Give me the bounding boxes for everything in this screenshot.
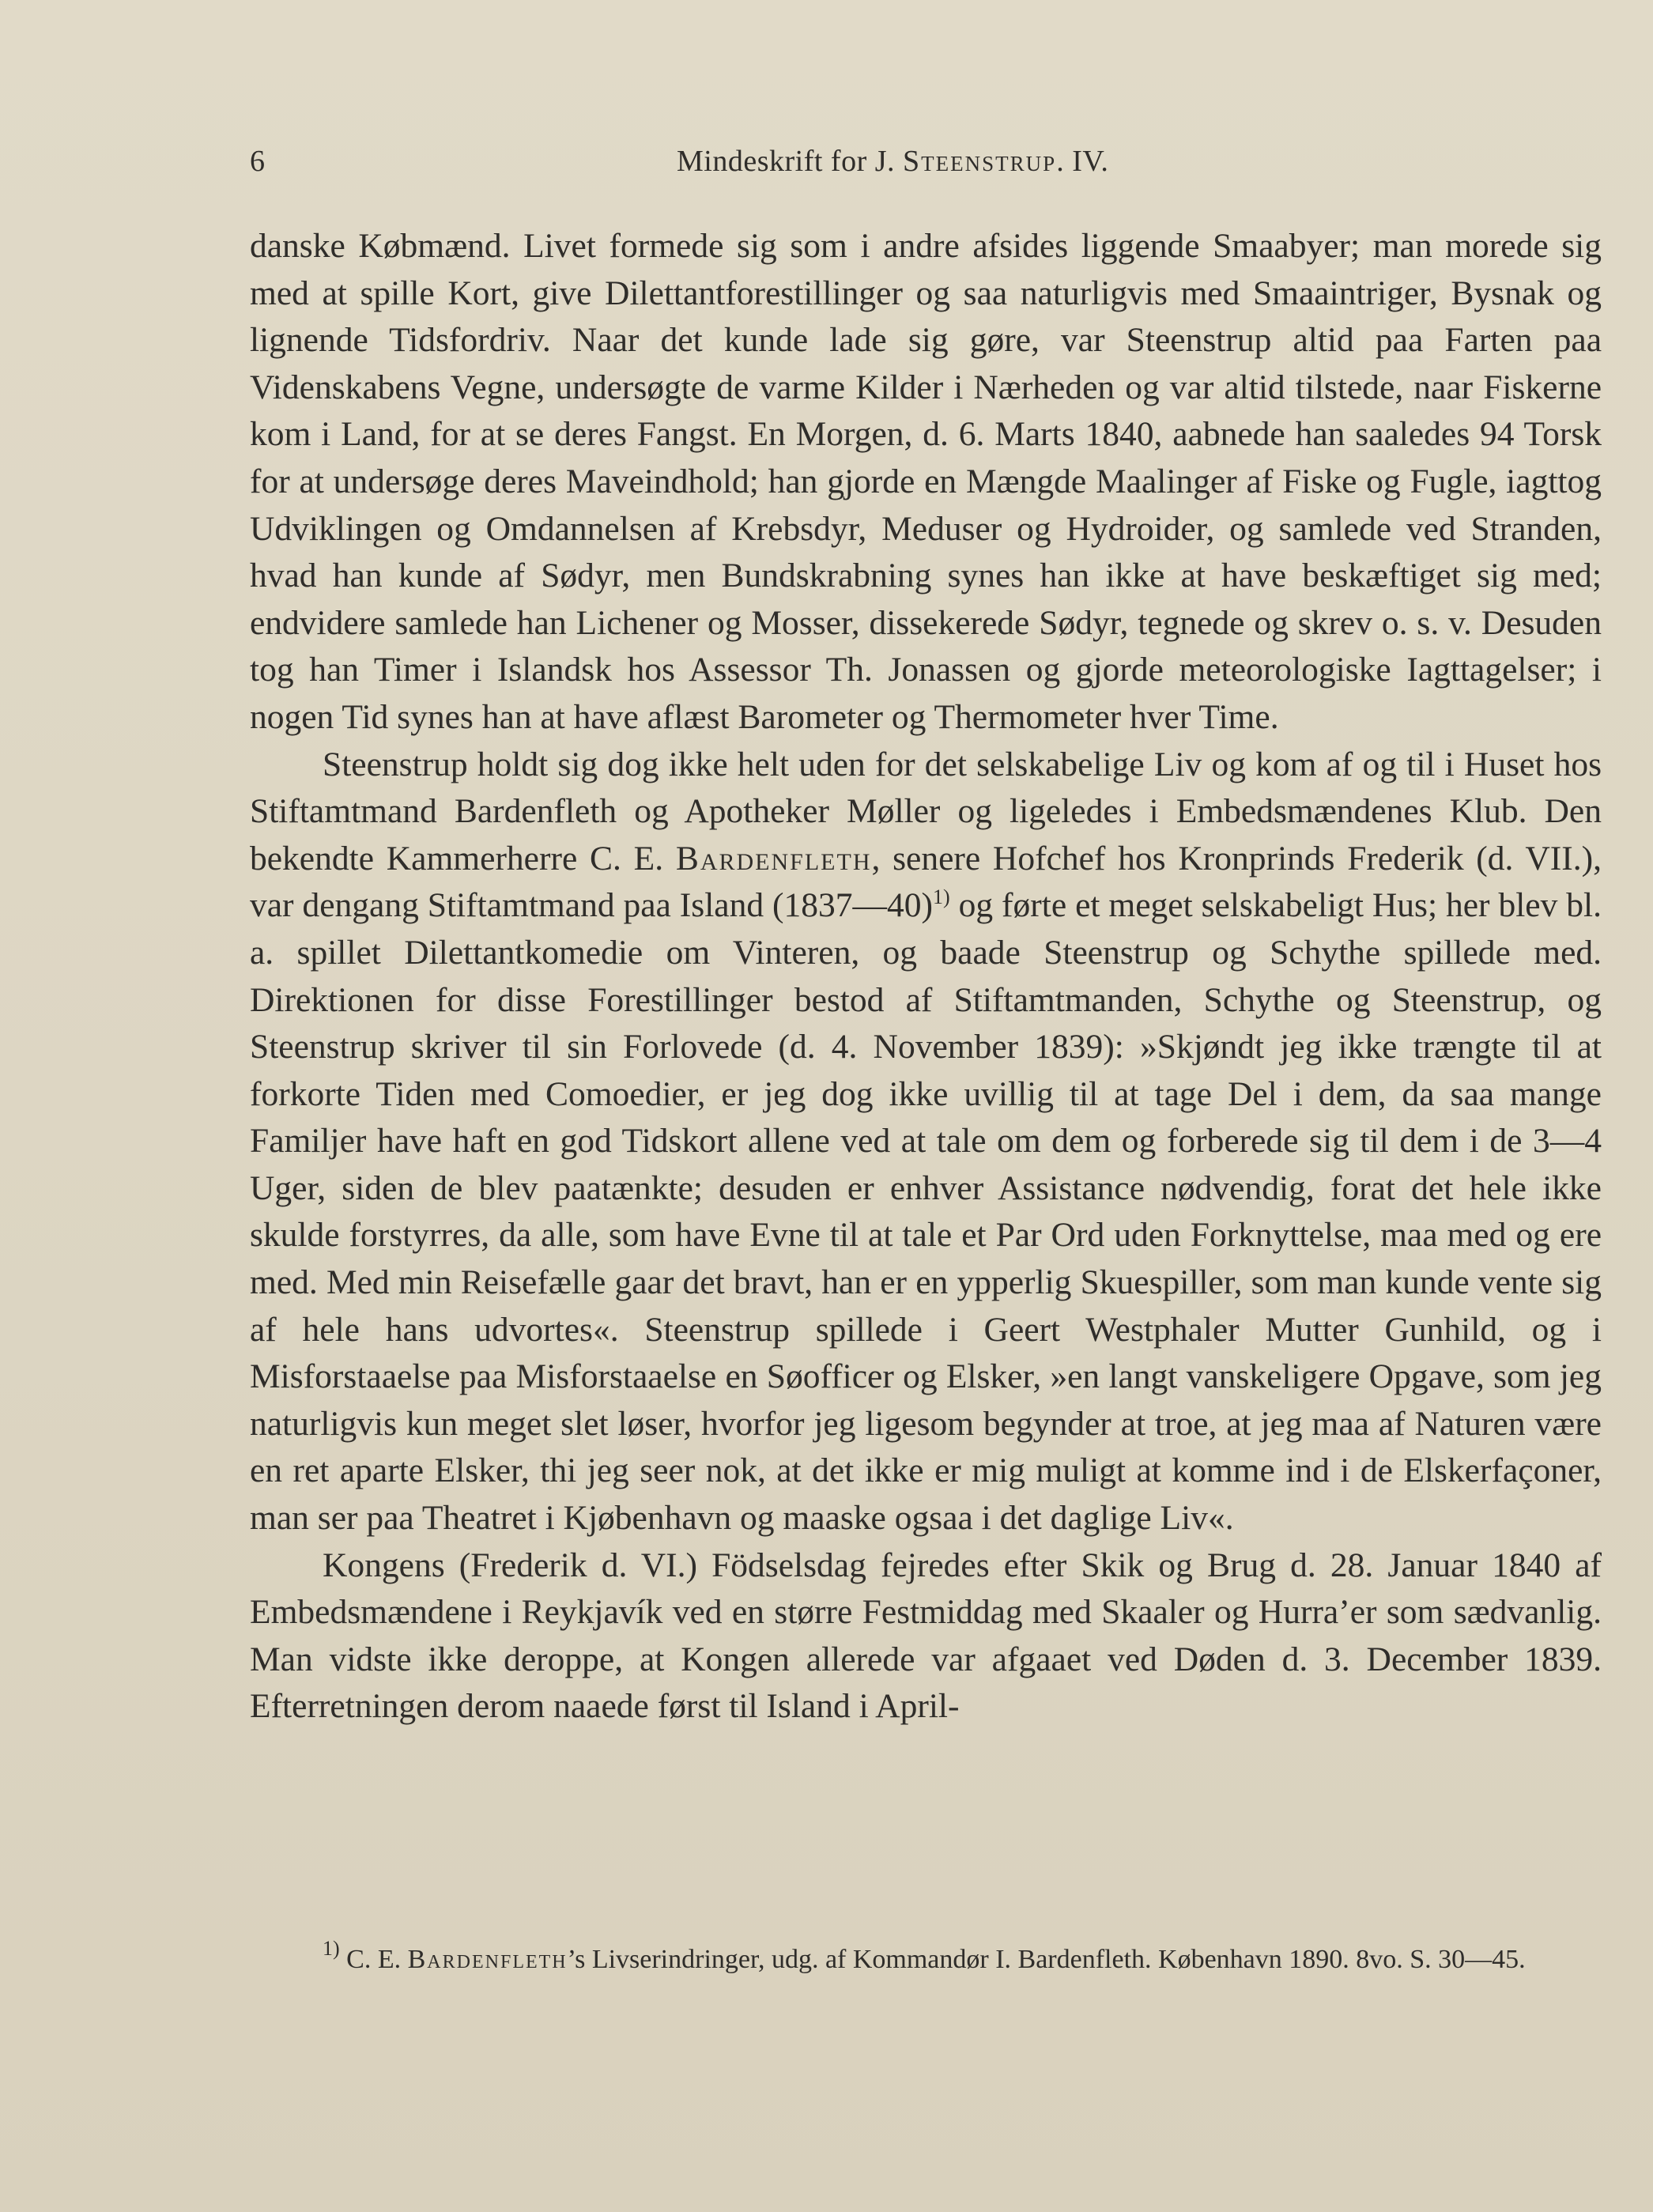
paragraph-3: Kongens (Frederik d. VI.) Födselsdag fejredes efter Skik og Brug d. 28. Januar 1840 af Embedsmændene i Reykjavík ved en større Festmiddag med Skaaler og Hurra’er som sædvanlig. Man vidste ikke deroppe, at Kongen allerede var afgaaet ved Døden d. 3. December 1839. Efterretningen derom naaede først til Island i April- — [250, 1546, 1602, 1726]
footnote-marker: 1) — [323, 1937, 340, 1960]
running-title-prefix: Mindeskrift for J. — [677, 145, 904, 178]
paragraph-2 — [250, 742, 1602, 1542]
footnote — [250, 1937, 1602, 1978]
running-title-suffix: . IV. — [1056, 145, 1109, 178]
footnote-text — [250, 1937, 1602, 1978]
paragraph-2-part-2: , senere Hofchef hos Kronprinds Frederik (d. VII.), var dengang Stiftamtmand paa Island (1837—40) — [250, 839, 1602, 925]
footnote-reference: 1) — [933, 885, 950, 909]
footnote-part-2: ’s Livserindringer, udg. af Kommandør I. Bardenfleth. København 1890. 8vo. S. 30—45. — [567, 1945, 1526, 1974]
footnote-name: Bardenfleth — [407, 1945, 568, 1974]
footnote-part-1: C. E. — [339, 1945, 408, 1974]
page-number: 6 — [250, 145, 265, 178]
paragraph-2-part-3: og førte et meget selskabeligt Hus; her blev bl. a. spillet Dilettantkomedie om Vinteren, og baade Steenstrup og Schythe spillede med. Direktionen for disse Forestillinger bestod af Stiftamtmanden, Schythe og Steenstrup, og Steenstrup skriver til sin Forlovede (d. 4. November 1839): »Skjøndt jeg ikke trængte til at forkorte Tiden med Comoedier, er jeg dog ikke uvillig til at tage Del i dem, da saa mange Familjer have haft en god Tidskort allene ved at tale om dem og forberede sig til dem i de 3—4 Uger, siden de blev paatænkte; desuden er enhver Assistance nødvendig, forat det hele ikke skulde forstyrres, da alle, som have Evne til at tale et Par Ord uden Forknyttelse, maa med og ere med. Med min Reisefælle gaar det bravt, han er en ypperlig Skuespiller, som man kunde vente sig af hele hans udvortes«. Steenstrup spillede i Geert Westphaler Mutter Gunhild, og i Misforstaaelse paa Misforstaaelse en Søofficer og Elsker, »en langt vanskeligere Opgave, som jeg naturligvis kun meget slet løser, hvorfor jeg ligesom begynder at troe, at jeg maa af Naturen være en ret aparte Elsker, thi jeg seer nok, at det ikke er mig muligt at komme ind i de Elskerfaçoner, man ser paa Theatret i Kjøbenhavn og maaske ogsaa i det daglige Liv«. — [250, 886, 1602, 1538]
running-header — [250, 144, 1602, 191]
paragraph-1: danske Købmænd. Livet formede sig som i andre afsides liggende Smaabyer; man morede sig med at spille Kort, give Dilettantforestillinger og saa naturligvis med Smaaintriger, Bysnak og lignende Tidsfordriv. Naar det kunde lade sig gøre, var Steenstrup altid paa Farten paa Videnskabens Vegne, undersøgte de varme Kilder i Nærheden og var altid tilstede, naar Fiskerne kom i Land, for at se deres Fangst. En Morgen, d. 6. Marts 1840, aabnede han saaledes 94 Torsk for at undersøge deres Maveindhold; han gjorde en Mængde Maalinger af Fiske og Fugle, iagttog Udviklingen og Omdannelsen af Krebsdyr, Meduser og Hydroider, og samlede ved Stranden, hvad han kunde af Sødyr, men Bundskrabning synes han ikke at have beskæftiget sig med; endvidere samlede han Lichener og Mosser, dissekerede Sødyr, tegnede og skrev o. s. v. Desuden tog han Timer i Islandsk hos Assessor Th. Jonassen og gjorde meteorologiske Iagttagelser; i nogen Tid synes han at have aflæst Barometer og Thermometer hver Time. — [250, 227, 1602, 736]
body-text — [250, 223, 1602, 1731]
paragraph-2-name: Bardenfleth — [675, 839, 872, 878]
paragraph-2-part-1: Steenstrup holdt sig dog ikke helt uden for det selskabelige Liv og kom af og til i Huset hos Stiftamtmand Bardenfleth og Apotheker Møller og ligeledes i Embedsmændenes Klub. Den bekendte Kammerherre C. E. — [250, 745, 1602, 878]
running-title — [677, 144, 1108, 179]
running-title-name: Steenstrup — [903, 145, 1057, 178]
